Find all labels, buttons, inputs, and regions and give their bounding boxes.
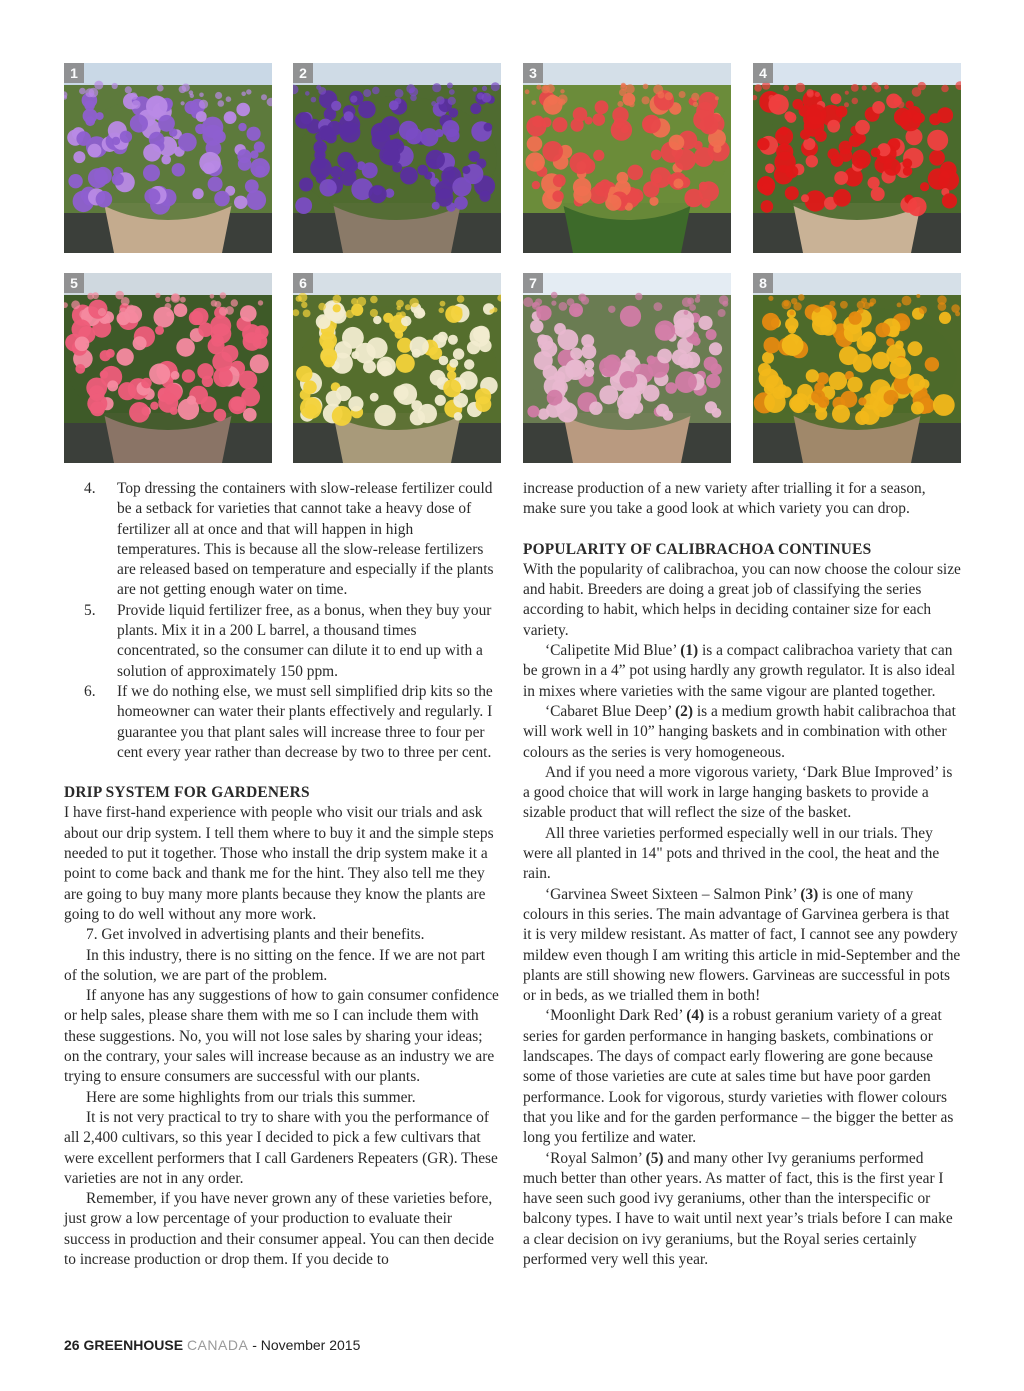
paragraph: In this industry, there is no sitting on the fence. If we are not part of the solution, we are part of the problem. bbox=[64, 946, 486, 984]
magazine-brand: GREENHOUSE bbox=[83, 1337, 184, 1353]
photo-6 bbox=[293, 273, 501, 463]
paragraph bbox=[523, 885, 961, 1007]
list-item bbox=[64, 682, 500, 763]
flower-basket-image bbox=[523, 63, 731, 253]
right-column bbox=[523, 479, 961, 1270]
variety-name: ‘Royal Salmon’ bbox=[545, 1149, 646, 1167]
photo-ref: (4) bbox=[686, 1007, 705, 1025]
photo-ref: (5) bbox=[645, 1149, 664, 1167]
left-column bbox=[64, 479, 500, 1270]
paragraph-text: and many other Ivy geraniums performed much better than other years. As matter of fact, this is the first year I have seen such good ivy geraniums, other than the interspecific or balcony types. I have to wait until next year’s trials before I can make a clear decision on ivy geraniums, but the Royal series certainly performed very well this year. bbox=[523, 1149, 953, 1268]
photo-8 bbox=[753, 273, 961, 463]
flower-basket-image bbox=[293, 63, 501, 253]
issue-date: - November 2015 bbox=[252, 1337, 361, 1353]
list-text: Provide liquid fertilizer free, as a bonus, when they buy your plants. Mix it in a 200 L barrel, a thousand times concentrated, so the consumer can dilute it to end up with a solution of approximately 150 ppm. bbox=[117, 601, 492, 680]
list-number: 4. bbox=[84, 480, 96, 497]
photo-ref: (1) bbox=[680, 642, 699, 660]
photo-2 bbox=[293, 63, 501, 253]
flower-basket-image bbox=[753, 63, 961, 253]
photo-ref: (3) bbox=[800, 885, 819, 903]
photo-number: 2 bbox=[293, 63, 313, 83]
paragraph bbox=[523, 702, 961, 763]
photo-7 bbox=[523, 273, 731, 463]
variety-name: ‘Cabaret Blue Deep’ bbox=[545, 702, 676, 720]
page-number: 26 bbox=[64, 1337, 80, 1353]
paragraph: With the popularity of calibrachoa, you can now choose the colour size and habit. Breeders are doing a great job of classifying the series according to habit, which helps in deciding container size for each variety. bbox=[523, 560, 961, 639]
photo-5 bbox=[64, 273, 272, 463]
variety-name: ‘Garvinea Sweet Sixteen – Salmon Pink’ bbox=[545, 885, 801, 903]
list-number: 5. bbox=[84, 601, 96, 619]
photo-grid bbox=[64, 63, 961, 463]
paragraph: Remember, if you have never grown any of these varieties before, just grow a low percentage of your production to evaluate their success in production and their consumer appeal. You can then decide to increase production or drop them. If you decide to bbox=[64, 1190, 494, 1268]
list-item bbox=[64, 479, 500, 601]
paragraph: All three varieties performed especially well in our trials. They were all planted in 14" pots and thrived in the cool, the heat and the rain. bbox=[523, 824, 940, 883]
paragraph bbox=[523, 641, 961, 702]
paragraph-text: is a robust geranium variety of a great series for garden performance in hanging baskets, combinations or landscapes. The days of compact early flowering are gone because some of those varieties are cute at sales time but have poor garden performance. Look for vigorous, sturdy varieties with flower colours that you like and for the garden performance – the bigger the better as long you fertilize and water. bbox=[523, 1007, 954, 1147]
photo-1 bbox=[64, 63, 272, 253]
section-heading: POPULARITY OF CALIBRACHOA CONTINUES bbox=[523, 540, 872, 558]
photo-4 bbox=[753, 63, 961, 253]
paragraph: It is not very practical to try to share with you the performance of all 2,400 cultivars, so this year I decided to pick a few cultivars that were excellent performers that I call Gardeners Repeaters (GR). These varieties are not in any order. bbox=[64, 1108, 498, 1187]
list-text: If we do nothing else, we must sell simplified drip kits so the homeowner can water their plants effectively and regularly. I guarantee you that plant sales will increase three to four per cent every year rather than decrease by two to three per cent. bbox=[117, 682, 493, 761]
paragraph: increase production of a new variety after trialling it for a season, make sure you take a good look at which variety you can drop. bbox=[523, 480, 926, 518]
tips-list bbox=[64, 479, 500, 763]
photo-ref: (2) bbox=[675, 702, 693, 720]
photo-number: 7 bbox=[523, 273, 543, 293]
variety-name: ‘Calipetite Mid Blue’ bbox=[545, 642, 681, 660]
list-item bbox=[64, 601, 500, 682]
photo-3 bbox=[523, 63, 731, 253]
paragraph-text: is one of many colours in this series. The main advantage of Garvinea gerbera is that it is very mildew resistant. As matter of fact, I cannot see any powdery mildew even though I am writing this article in mid-September and the plants are still showing new flowers. Garvineas are successful in pots or in beds, as we trialled them in both! bbox=[523, 885, 961, 1005]
list-number: 6. bbox=[84, 682, 96, 700]
paragraph: If anyone has any suggestions of how to gain consumer confidence or help sales, please share them with me so I can include them with these suggestions. No, you will not lose sales by sharing your ideas; on the contrary, your sales will increase because as an industry we are trying to ensure consumers are successful with our plants. bbox=[64, 987, 499, 1086]
flower-basket-image bbox=[293, 273, 501, 463]
flower-basket-image bbox=[64, 63, 272, 253]
paragraph: And if you need a more vigorous variety, ‘Dark Blue Improved’ is a good choice that will work in large hanging baskets to provide a sizable product that will reflect the size of the basket. bbox=[523, 763, 953, 822]
magazine-brand-canada: CANADA bbox=[186, 1337, 249, 1353]
paragraph bbox=[523, 1149, 961, 1271]
flower-basket-image bbox=[753, 273, 961, 463]
variety-name: ‘Moonlight Dark Red’ bbox=[545, 1007, 687, 1025]
photo-number: 4 bbox=[753, 63, 773, 83]
paragraph bbox=[523, 1006, 961, 1148]
section-heading: DRIP SYSTEM FOR GARDENERS bbox=[64, 784, 310, 802]
photo-number: 8 bbox=[753, 273, 773, 293]
paragraph-text: is a medium growth habit calibrachoa that will work well in 10” hanging baskets and in combination with other colours as the series is very homogeneous. bbox=[523, 702, 956, 761]
flower-basket-image bbox=[523, 273, 731, 463]
photo-number: 5 bbox=[64, 273, 84, 293]
photo-number: 3 bbox=[523, 63, 543, 83]
paragraph: 7. Get involved in advertising plants and their benefits. bbox=[86, 926, 425, 944]
page-footer bbox=[64, 1337, 360, 1353]
paragraph-text: is a compact calibrachoa variety that can be grown in a 4” pot using hardly any growth regulator. It is also ideal in mixes where varieties with the same vigour are planted together. bbox=[523, 642, 956, 700]
flower-basket-image bbox=[64, 273, 272, 463]
list-text: Top dressing the containers with slow-release fertilizer could be a setback for varieties that cannot take a heavy dose of fertilizer all at once and that will happen in high temperatures. This is because all the slow-release fertilizers are released based on temperature and especially if the plants are not getting enough water on time. bbox=[117, 480, 494, 599]
paragraph: I have first-hand experience with people who visit our trials and ask about our drip system. I tell them where to buy it and the simple steps needed to put it together. Those who install the drip system make it a point to come back and thank me for the hint. They also tell me they are going to buy many more plants because they know the plants are going to do well without any more work. bbox=[64, 804, 494, 923]
photo-number: 1 bbox=[64, 63, 84, 83]
photo-number: 6 bbox=[293, 273, 313, 293]
paragraph: Here are some highlights from our trials this summer. bbox=[86, 1088, 416, 1106]
